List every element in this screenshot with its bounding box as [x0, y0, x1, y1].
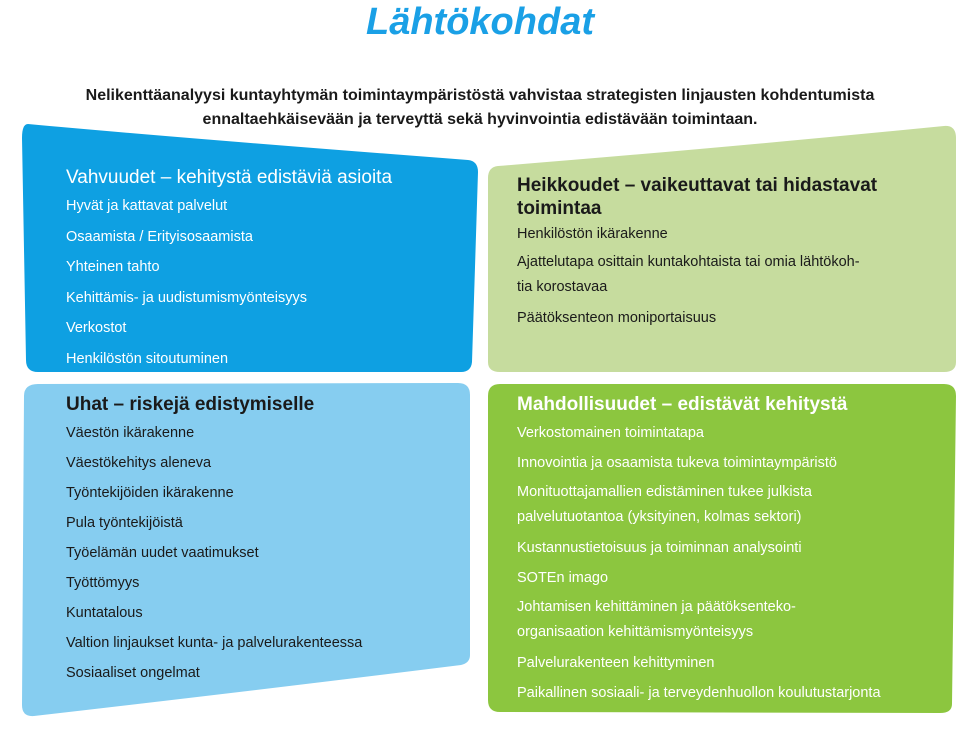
list-item: Innovointia ja osaamista tukeva toimintaympäristö — [517, 455, 837, 471]
strengths-quadrant — [66, 166, 456, 374]
opportunities-heading: Mahdollisuudet – edistävät kehitystä — [517, 394, 848, 415]
heading-line: Heikkoudet – vaikeuttavat tai hidastavat — [517, 175, 878, 196]
list-item: Väestökehitys aleneva — [66, 455, 212, 471]
page-title: Lähtökohdat — [366, 1, 594, 43]
list-item — [517, 480, 937, 530]
list-item: Työelämän uudet vaatimukset — [66, 545, 259, 561]
list-item-line: organisaation kehittämismyönteisyys — [517, 624, 754, 640]
weaknesses-heading — [517, 174, 937, 220]
list-item: Valtion linjaukset kunta- ja palvelurakenteessa — [66, 635, 363, 651]
list-item: Palvelurakenteen kehittyminen — [517, 655, 715, 671]
list-item — [517, 595, 937, 645]
weaknesses-quadrant — [517, 174, 937, 333]
list-item: Yhteinen tahto — [66, 259, 160, 275]
list-item: Henkilöstön sitoutuminen — [66, 350, 229, 367]
list-item: SOTEn imago — [517, 570, 609, 586]
list-item: Kustannustietoisuus ja toiminnan analysointi — [517, 540, 802, 556]
list-item-line: Johtamisen kehittäminen ja päätöksenteko- — [517, 599, 796, 615]
list-item: Hyvät ja kattavat palvelut — [66, 198, 228, 214]
list-item: Paikallinen sosiaali- ja terveydenhuollon koulutustarjonta — [517, 685, 881, 701]
list-item — [517, 250, 937, 300]
list-item: Sosiaaliset ongelmat — [66, 665, 200, 681]
list-item-line: tia korostavaa — [517, 279, 608, 295]
list-item: Henkilöstön ikärakenne — [517, 226, 668, 242]
list-item: Työttömyys — [66, 575, 140, 591]
strengths-heading: Vahvuudet – kehitystä edistäviä asioita — [66, 167, 393, 188]
subtitle-line: Nelikenttäanalyysi kuntayhtymän toimintaympäristöstä vahvistaa strategisten linjausten kohdentumista — [85, 87, 875, 104]
threats-quadrant — [66, 393, 446, 688]
list-item: Väestön ikärakenne — [66, 425, 195, 441]
list-item-line: Ajattelutapa osittain kuntakohtaista tai omia lähtökoh- — [517, 254, 860, 270]
list-item: Kuntatalous — [66, 605, 143, 621]
list-item: Kehittämis- ja uudistumismyönteisyys — [66, 289, 307, 306]
list-item: Osaamista / Erityisosaamista — [66, 228, 253, 245]
list-item: Pula työntekijöistä — [66, 515, 183, 531]
list-item-line: palvelutuotantoa (yksityinen, kolmas sektori) — [517, 509, 802, 525]
page-subtitle — [40, 84, 920, 132]
list-item: Päätöksenteon moniportaisuus — [517, 310, 717, 326]
subtitle-line: ennaltaehkäisevään ja terveyttä sekä hyvinvointia edistävään toimintaan. — [202, 111, 758, 128]
list-item: Verkostomainen toimintatapa — [517, 425, 704, 441]
opportunities-quadrant — [517, 393, 937, 708]
heading-line: toimintaa — [517, 198, 602, 219]
threats-heading: Uhat – riskejä edistymiselle — [66, 394, 315, 415]
list-item-line: Monituottajamallien edistäminen tukee julkista — [517, 484, 812, 500]
list-item: Työntekijöiden ikärakenne — [66, 485, 234, 501]
list-item: Verkostot — [66, 320, 127, 336]
